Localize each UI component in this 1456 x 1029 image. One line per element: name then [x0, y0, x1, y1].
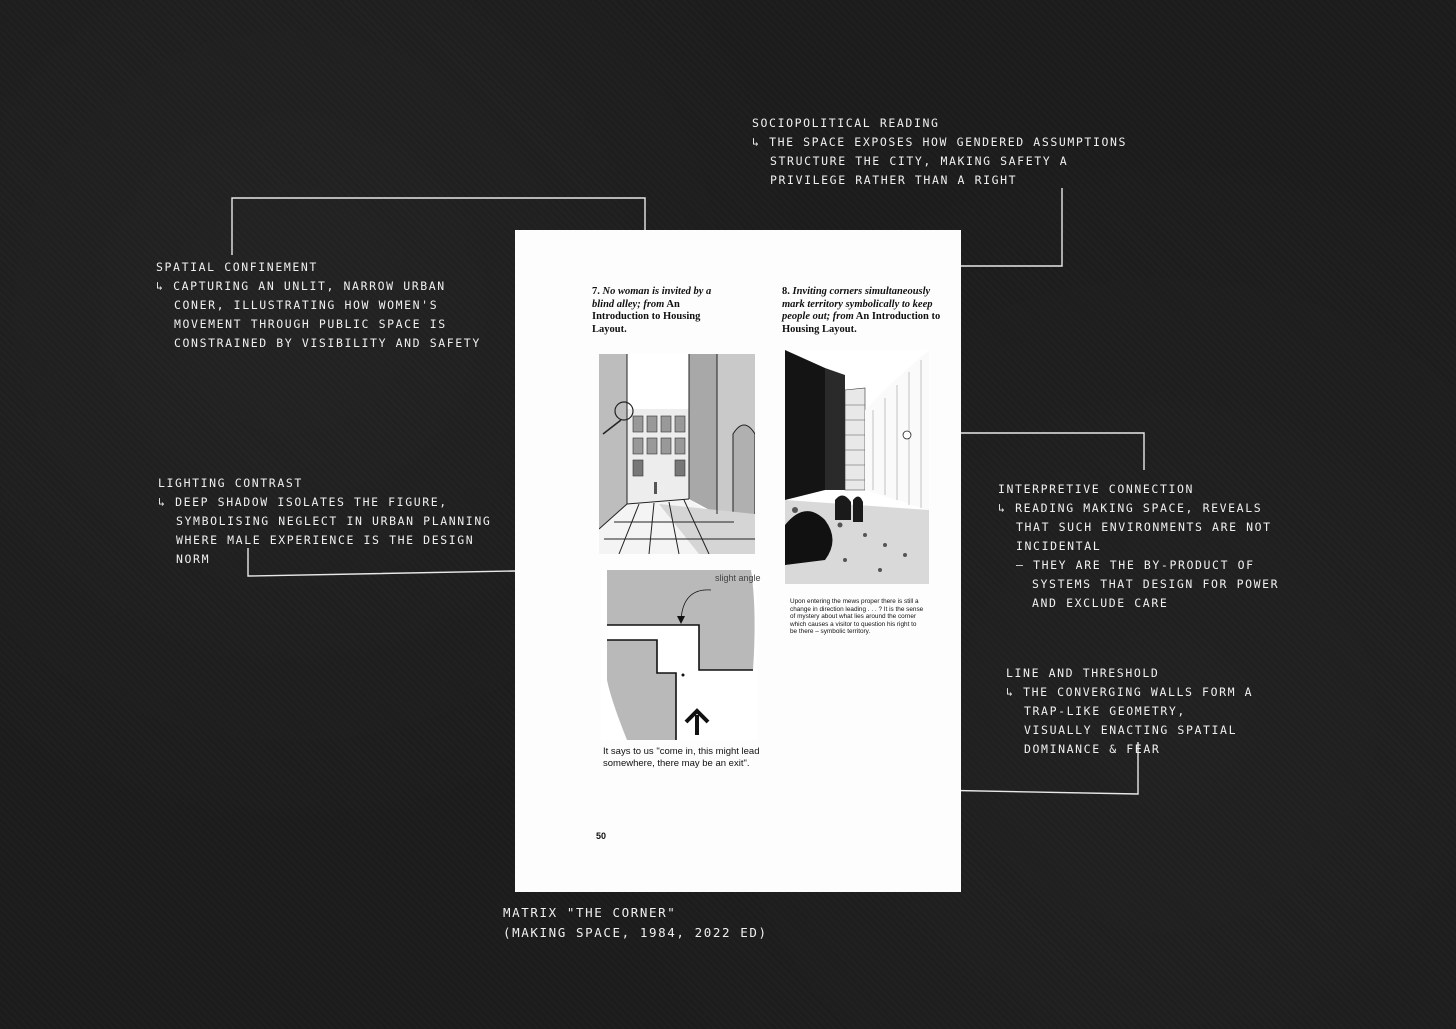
note-body: ↳ CAPTURING AN UNLIT, NARROW URBAN CONER, ILLUSTRATING HOW WOMEN'S MOVEMENT THROUGH PUBLIC SPACE IS CONSTRAINED BY VISIBILITY AND SAFETY [156, 277, 496, 353]
fig8-number: 8. [782, 286, 790, 297]
caption-title: MATRIX "THE CORNER" [503, 905, 677, 920]
fig7-caption [592, 286, 732, 336]
note-body: ↳ THE SPACE EXPOSES HOW GENDERED ASSUMPTIONS STRUCTURE THE CITY, MAKING SAFETY A PRIVILEGE RATHER THAN A RIGHT [752, 133, 1132, 190]
page-number: 50 [596, 831, 607, 841]
note-body: ↳ DEEP SHADOW ISOLATES THE FIGURE, SYMBOLISING NEGLECT IN URBAN PLANNING WHERE MALE EXPERIENCE IS THE DESIGN NORM [158, 493, 498, 569]
fig7-title: No woman is invited by a blind alley; [592, 286, 712, 310]
note-spatial-confinement [156, 258, 496, 353]
note-line-and-threshold [1006, 664, 1256, 759]
connector-interpretive [960, 433, 1144, 470]
fig8-caption [782, 286, 947, 336]
fig8-source: An Introduction to Housing Layout. [782, 311, 941, 335]
figure-caption [503, 903, 768, 943]
note-heading: SOCIOPOLITICAL READING [752, 116, 940, 130]
note-heading: SPATIAL CONFINEMENT [156, 260, 318, 274]
note-interpretive-connection [998, 480, 1288, 613]
mews-text: Upon entering the mews proper there is still a change in direction leading . . . ? It is the sense of mystery about what lies around the corner which causes a visitor to question his right to be there – symbolic territory. [790, 598, 924, 636]
note-sub: – THEY ARE THE BY-PRODUCT OF SYSTEMS THAT DESIGN FOR POWER AND EXCLUDE CARE [998, 556, 1288, 613]
note-body: ↳ THE CONVERGING WALLS FORM A TRAP-LIKE GEOMETRY, VISUALLY ENACTING SPATIAL DOMINANCE & FEAR [1006, 683, 1256, 759]
note-lighting-contrast [158, 474, 498, 569]
connector-sociopolitical [960, 188, 1062, 266]
note-heading: LINE AND THRESHOLD [1006, 666, 1160, 680]
caption-source: (MAKING SPACE, 1984, 2022 ED) [503, 925, 768, 940]
note-body: ↳ READING MAKING SPACE, REVEALS THAT SUCH ENVIRONMENTS ARE NOT INCIDENTAL [998, 499, 1288, 556]
plan-quote: It says to us "come in, this might lead somewhere, there may be an exit". [603, 746, 760, 769]
note-sociopolitical-reading [752, 114, 1132, 190]
corner-plan-diagram [601, 570, 757, 740]
inviting-corners-illustration [785, 350, 929, 584]
fig8-title: Inviting corners simultaneously mark territory symbolically to keep people out; from [782, 286, 933, 322]
plan-label: slight angle [715, 573, 761, 583]
fig7-source: An Introduction to Housing Layout. [592, 298, 701, 335]
book-page [515, 230, 961, 892]
fig7-number: 7. [592, 286, 600, 297]
note-heading: INTERPRETIVE CONNECTION [998, 482, 1195, 496]
fig7-from: from [643, 298, 665, 310]
blind-alley-illustration [599, 354, 755, 554]
note-heading: LIGHTING CONTRAST [158, 476, 303, 490]
